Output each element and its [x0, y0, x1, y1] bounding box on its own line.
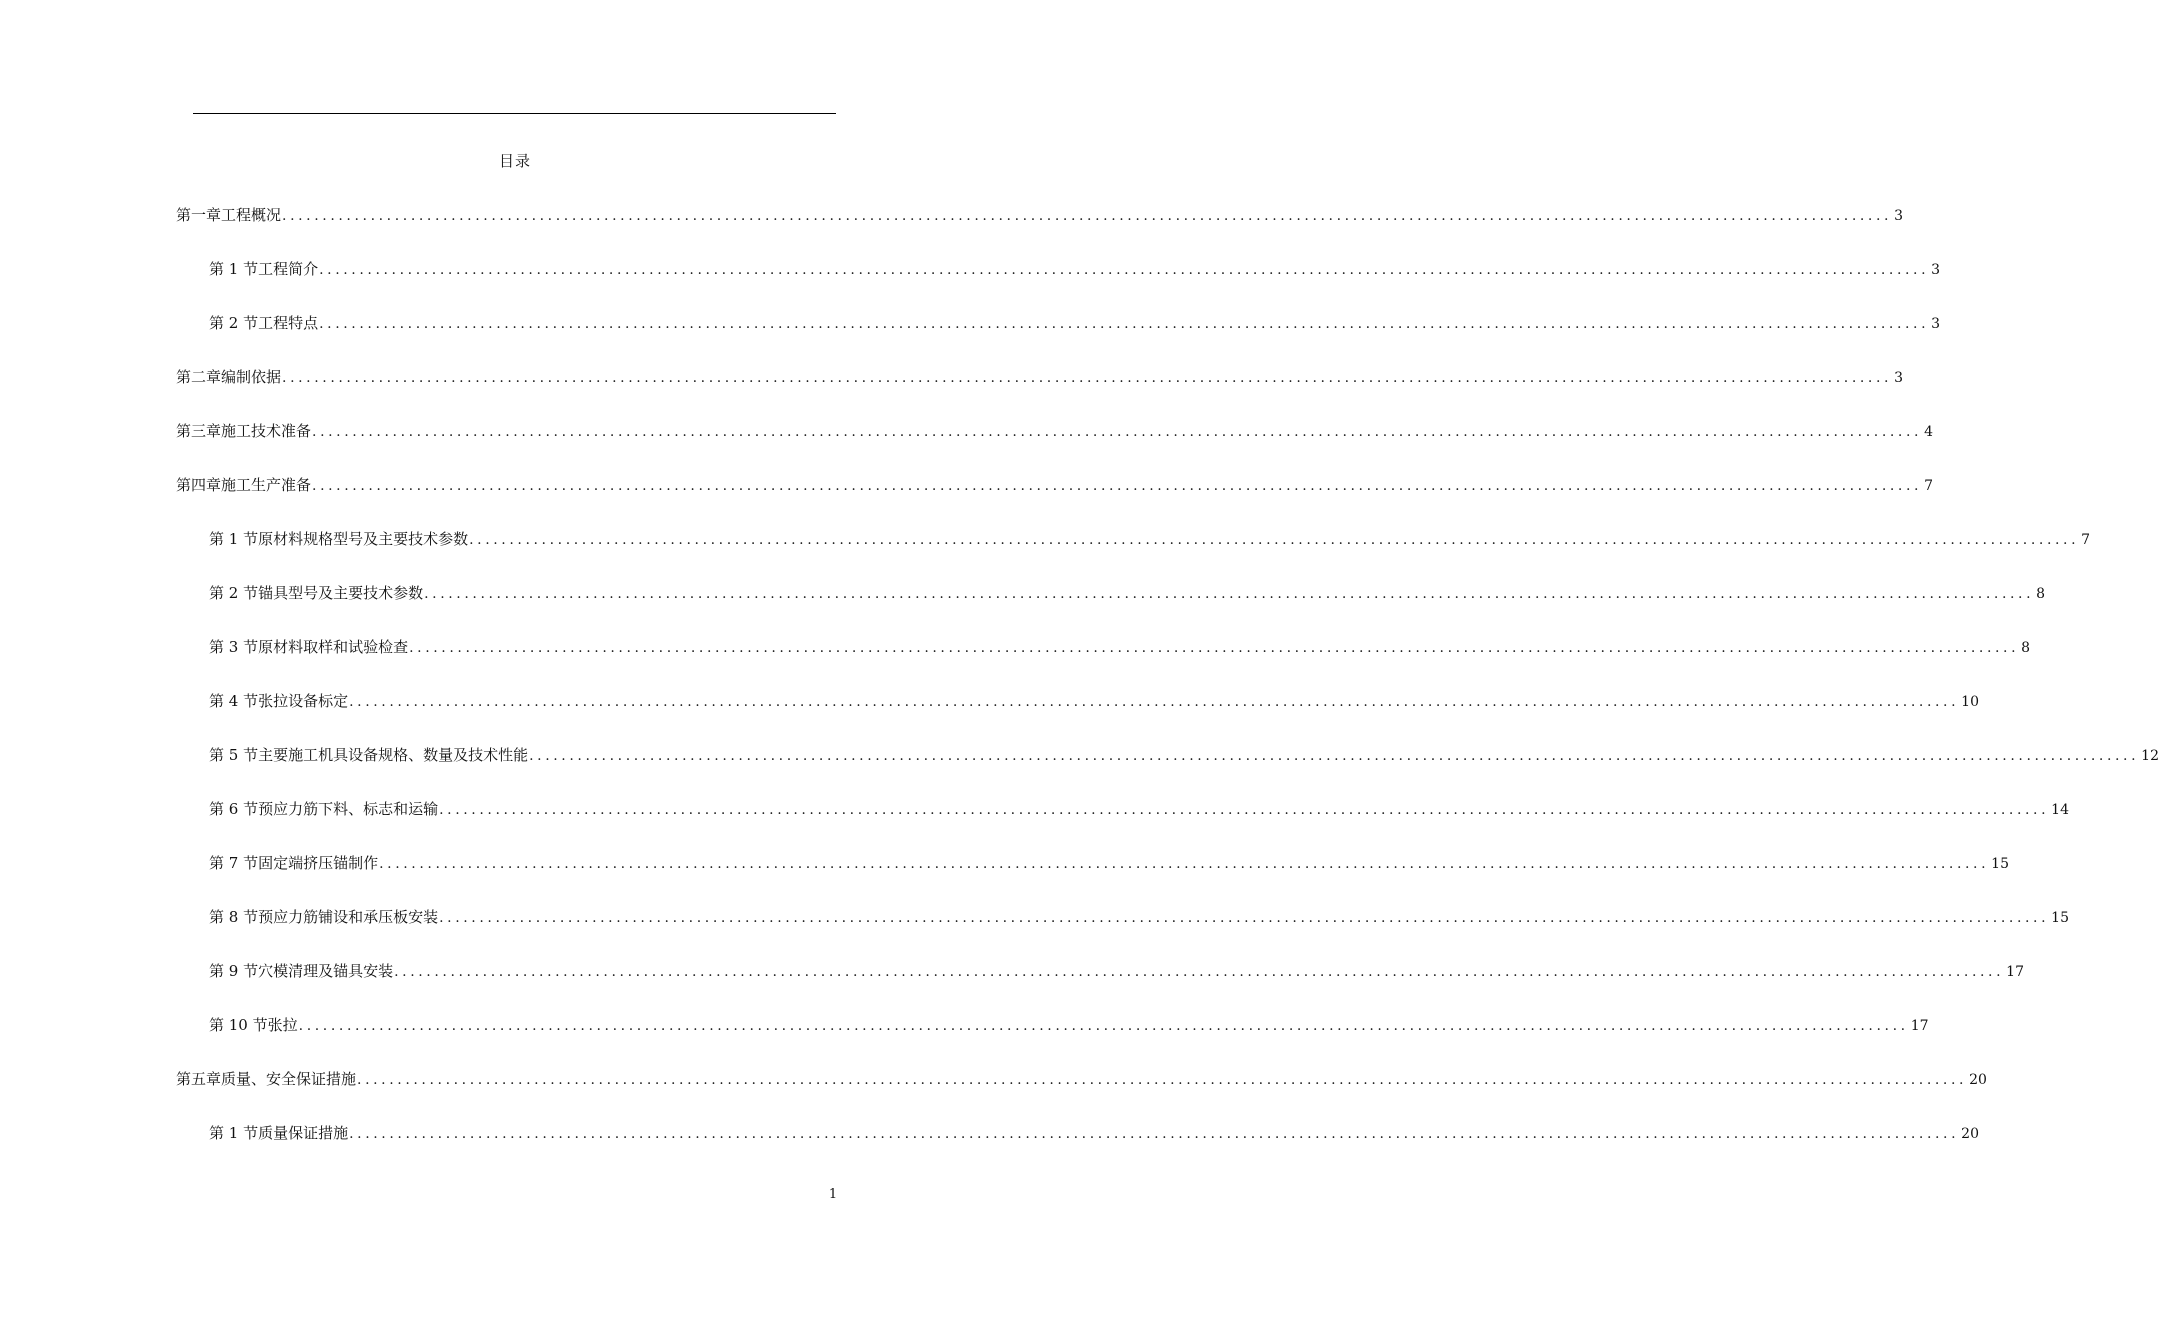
toc-entry-page: 7 [2081, 532, 2091, 548]
toc-dot-leader: ........................................................................................................................................................................................................ [319, 316, 1930, 332]
toc-dot-leader: ........................................................................................................................................................................................................ [282, 208, 1893, 224]
toc-entry-label: 第 1 节 [209, 1124, 259, 1142]
toc-section-entry[interactable] [209, 798, 2069, 820]
toc-entry-label: 第 6 节 [209, 800, 259, 818]
toc-entry-text: 施工生产准备 [221, 476, 312, 494]
toc-entry-text: 工程概况 [221, 206, 282, 224]
toc-entry-text: 施工技术准备 [221, 422, 312, 440]
toc-entry-page: 15 [1991, 856, 2009, 872]
toc-entry-page: 7 [1924, 478, 1933, 494]
toc-section-entry[interactable] [209, 582, 2046, 604]
toc-dot-leader: ........................................................................................................................................................................................................ [409, 640, 2020, 656]
toc-entry-label: 第 2 节 [209, 314, 259, 332]
toc-entry-page: 3 [1931, 262, 1941, 278]
toc-entry-page: 8 [2021, 640, 2031, 656]
toc-entry-page: 12 [2141, 748, 2159, 764]
toc-entry-text: 工程简介 [258, 260, 319, 278]
toc-section-entry[interactable] [209, 744, 2159, 766]
toc-entry-label: 第四章 [176, 476, 222, 494]
toc-entry-label: 第二章 [176, 368, 222, 386]
toc-entry-page: 17 [2006, 964, 2024, 980]
toc-chapter-entry[interactable] [176, 366, 1903, 388]
toc-title: 目录 [498, 152, 531, 170]
toc-entry-label: 第 3 节 [209, 638, 259, 656]
toc-entry-text: 预应力筋下料、标志和运输 [258, 800, 439, 818]
toc-entry-text: 质量、安全保证措施 [221, 1070, 357, 1088]
toc-entry-page: 3 [1894, 370, 1903, 386]
toc-section-entry[interactable] [209, 690, 1979, 712]
toc-dot-leader: ........................................................................................................................................................................................................ [312, 424, 1923, 440]
toc-entry-label: 第 8 节 [209, 908, 259, 926]
toc-entry-label: 第 10 节 [209, 1016, 268, 1034]
toc-dot-leader: ........................................................................................................................................................................................................ [319, 262, 1930, 278]
toc-entry-page: 3 [1894, 208, 1903, 224]
toc-entry-text: 质量保证措施 [258, 1124, 349, 1142]
toc-dot-leader: ........................................................................................................................................................................................................ [357, 1072, 1968, 1088]
toc-chapter-entry[interactable] [176, 204, 1903, 226]
toc-section-entry[interactable] [209, 528, 2091, 550]
toc-section-entry[interactable] [209, 852, 2009, 874]
toc-entry-text: 固定端挤压锚制作 [258, 854, 379, 872]
toc-entry-text: 原材料取样和试验检查 [258, 638, 409, 656]
toc-dot-leader: ........................................................................................................................................................................................................ [394, 964, 2005, 980]
toc-entry-label: 第一章 [176, 206, 222, 224]
toc-section-entry[interactable] [209, 1014, 1929, 1036]
toc-entry-page: 4 [1924, 424, 1933, 440]
toc-dot-leader: ........................................................................................................................................................................................................ [439, 802, 2050, 818]
toc-section-entry[interactable] [209, 906, 2069, 928]
toc-entry-text: 张拉设备标定 [258, 692, 349, 710]
toc-entry-page: 10 [1961, 694, 1979, 710]
toc-entry-label: 第 9 节 [209, 962, 259, 980]
toc-section-entry[interactable] [209, 960, 2024, 982]
toc-entry-page: 20 [1961, 1126, 1979, 1142]
toc-dot-leader: ........................................................................................................................................................................................................ [529, 748, 2140, 764]
toc-entry-text: 穴模清理及锚具安装 [258, 962, 394, 980]
toc-entry-text: 原材料规格型号及主要技术参数 [258, 530, 469, 548]
toc-entry-label: 第 1 节 [209, 260, 259, 278]
toc-chapter-entry[interactable] [176, 420, 1933, 442]
toc-entry-label: 第五章 [176, 1070, 222, 1088]
toc-entry-text: 锚具型号及主要技术参数 [258, 584, 424, 602]
toc-dot-leader: ........................................................................................................................................................................................................ [424, 586, 2035, 602]
toc-chapter-entry[interactable] [176, 474, 1933, 496]
toc-dot-leader: ........................................................................................................................................................................................................ [349, 1126, 1960, 1142]
toc-entry-text: 主要施工机具设备规格、数量及技术性能 [258, 746, 529, 764]
toc-entry-page: 3 [1931, 316, 1941, 332]
toc-section-entry[interactable] [209, 636, 2031, 658]
toc-dot-leader: ........................................................................................................................................................................................................ [439, 910, 2050, 926]
toc-entry-label: 第 1 节 [209, 530, 259, 548]
toc-dot-leader: ........................................................................................................................................................................................................ [379, 856, 1990, 872]
toc-entry-page: 8 [2036, 586, 2046, 602]
toc-entry-label: 第 7 节 [209, 854, 259, 872]
toc-entry-page: 20 [1969, 1072, 1987, 1088]
toc-dot-leader: ........................................................................................................................................................................................................ [312, 478, 1923, 494]
toc-dot-leader: ........................................................................................................................................................................................................ [298, 1018, 1909, 1034]
toc-dot-leader: ........................................................................................................................................................................................................ [349, 694, 1960, 710]
toc-entry-label: 第 2 节 [209, 584, 259, 602]
page-number: 1 [828, 1187, 838, 1202]
toc-entry-label: 第 4 节 [209, 692, 259, 710]
toc-entry-label: 第三章 [176, 422, 222, 440]
header-rule [193, 113, 836, 114]
toc-entry-label: 第 5 节 [209, 746, 259, 764]
toc-entry-page: 14 [2051, 802, 2069, 818]
toc-section-entry[interactable] [209, 1122, 1979, 1144]
toc-entry-text: 工程特点 [258, 314, 319, 332]
toc-dot-leader: ........................................................................................................................................................................................................ [469, 532, 2080, 548]
toc-entry-text: 张拉 [267, 1016, 298, 1034]
toc-dot-leader: ........................................................................................................................................................................................................ [282, 370, 1893, 386]
toc-entry-page: 15 [2051, 910, 2069, 926]
toc-chapter-entry[interactable] [176, 1068, 1987, 1090]
toc-section-entry[interactable] [209, 258, 1941, 280]
toc-entry-text: 预应力筋铺设和承压板安装 [258, 908, 439, 926]
toc-entry-page: 17 [1910, 1018, 1929, 1034]
toc-section-entry[interactable] [209, 312, 1941, 334]
toc-entry-text: 编制依据 [221, 368, 282, 386]
